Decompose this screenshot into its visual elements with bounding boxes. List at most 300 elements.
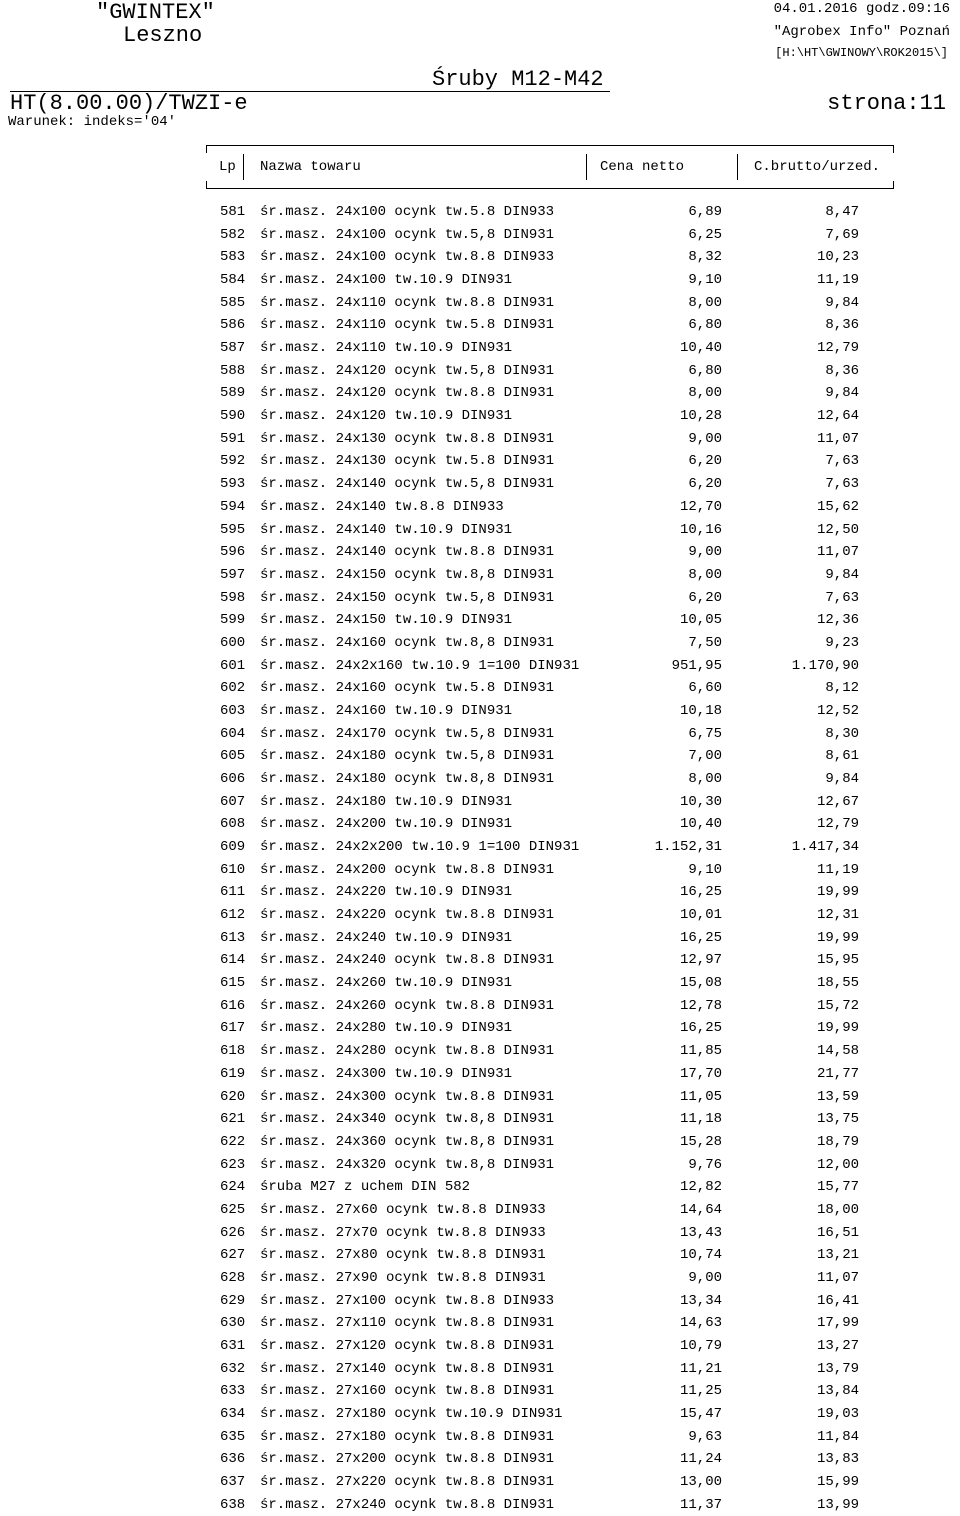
- net-price: 951,95: [671, 657, 722, 674]
- product-name: śr.masz. 24x340 ocynk tw.8,8 DIN931: [260, 1111, 555, 1128]
- row-number: 607: [220, 793, 246, 810]
- table-row: [0, 745, 960, 768]
- net-price: 8,32: [688, 249, 722, 266]
- gross-price: 10,23: [816, 249, 859, 266]
- net-price: 9,10: [688, 272, 722, 289]
- report-source: "Agrobex Info" Poznań: [773, 24, 950, 40]
- product-name: śr.masz. 24x2x200 tw.10.9 1=100 DIN931: [260, 839, 580, 856]
- product-name: śr.masz. 27x120 ocynk tw.8.8 DIN931: [260, 1338, 555, 1354]
- product-name: śr.masz. 24x150 ocynk tw.8,8 DIN931: [260, 566, 555, 583]
- product-name: śr.masz. 24x110 ocynk tw.8.8 DIN931: [260, 294, 555, 311]
- row-number: 601: [220, 657, 246, 674]
- row-number: 611: [220, 884, 246, 901]
- row-number: 609: [220, 839, 246, 856]
- table-row: [0, 1335, 960, 1358]
- row-number: 629: [220, 1292, 246, 1309]
- report-path: [H:\HT\GWINOWY\ROK2015\]: [775, 46, 948, 60]
- net-price: 9,76: [688, 1156, 722, 1173]
- net-price: 7,00: [688, 748, 722, 765]
- row-number: 596: [220, 544, 246, 561]
- gross-price: 19,03: [816, 1406, 859, 1423]
- row-number: 595: [220, 521, 246, 538]
- row-number: 597: [220, 566, 246, 583]
- row-number: 605: [220, 748, 246, 765]
- row-number: 622: [220, 1133, 246, 1150]
- product-name: śr.masz. 24x140 tw.10.9 DIN931: [260, 521, 513, 538]
- table-row: [0, 1131, 960, 1154]
- product-name: śr.masz. 24x120 ocynk tw.8.8 DIN931: [260, 385, 555, 402]
- net-price: 6,80: [688, 317, 722, 334]
- gross-price: 8,61: [825, 748, 859, 765]
- report-title: Śruby M12-M42: [432, 67, 604, 92]
- product-name: śr.masz. 24x120 tw.10.9 DIN931: [260, 408, 513, 425]
- gross-price: 12,64: [816, 408, 859, 425]
- row-number: 634: [220, 1406, 246, 1423]
- net-price: 12,78: [679, 997, 722, 1014]
- net-price: 10,01: [679, 907, 722, 924]
- gross-price: 15,72: [816, 997, 859, 1014]
- gross-price: 13,27: [816, 1338, 859, 1354]
- row-number: 628: [220, 1269, 246, 1286]
- net-price: 10,16: [679, 521, 722, 538]
- gross-price: 8,36: [825, 317, 859, 334]
- gross-price: 15,77: [816, 1179, 859, 1196]
- net-price: 8,00: [688, 771, 722, 787]
- product-name: śr.masz. 24x180 tw.10.9 DIN931: [260, 793, 513, 810]
- column-header-name: Nazwa towaru: [260, 159, 361, 175]
- gross-price: 7,69: [825, 226, 859, 243]
- product-name: śr.masz. 24x200 tw.10.9 DIN931: [260, 816, 513, 833]
- product-name: śr.masz. 24x100 ocynk tw.5.8 DIN933: [260, 204, 555, 220]
- net-price: 6,75: [688, 725, 722, 742]
- product-name: śr.masz. 24x160 ocynk tw.5.8 DIN931: [260, 680, 555, 697]
- table-row: [0, 496, 960, 519]
- product-name: śr.masz. 27x200 ocynk tw.8.8 DIN931: [260, 1451, 555, 1468]
- net-price: 11,37: [679, 1496, 722, 1513]
- gross-price: 13,84: [816, 1383, 859, 1400]
- table-row: [0, 1448, 960, 1471]
- product-name: śr.masz. 24x150 ocynk tw.5,8 DIN931: [260, 589, 555, 606]
- gross-price: 7,63: [825, 453, 859, 470]
- product-name: śr.masz. 27x220 ocynk tw.8.8 DIN931: [260, 1474, 555, 1491]
- net-price: 12,82: [679, 1179, 722, 1196]
- net-price: 11,85: [679, 1043, 722, 1060]
- table-row: [0, 246, 960, 269]
- gross-price: 17,99: [816, 1315, 859, 1332]
- product-name: śr.masz. 27x160 ocynk tw.8.8 DIN931: [260, 1383, 555, 1400]
- row-number: 588: [220, 362, 246, 379]
- table-row: [0, 1063, 960, 1086]
- gross-price: 11,19: [816, 272, 859, 289]
- filter-condition: Warunek: indeks='04': [8, 114, 177, 130]
- product-name: śr.masz. 24x100 ocynk tw.8.8 DIN933: [260, 249, 555, 266]
- net-price: 15,47: [679, 1406, 722, 1423]
- table-row: [0, 791, 960, 814]
- row-number: 606: [220, 771, 246, 787]
- table-row: [0, 1108, 960, 1131]
- row-number: 600: [220, 634, 246, 651]
- product-name: śr.masz. 24x220 tw.10.9 DIN931: [260, 884, 513, 901]
- row-number: 630: [220, 1315, 246, 1332]
- product-name: śr.masz. 27x180 ocynk tw.8.8 DIN931: [260, 1428, 555, 1445]
- product-name: śr.masz. 24x300 tw.10.9 DIN931: [260, 1065, 513, 1082]
- gross-price: 9,84: [825, 385, 859, 402]
- gross-price: 8,12: [825, 680, 859, 697]
- gross-price: 1.170,90: [791, 657, 859, 674]
- row-number: 602: [220, 680, 246, 697]
- table-row: [0, 473, 960, 496]
- product-name: śr.masz. 27x140 ocynk tw.8.8 DIN931: [260, 1360, 555, 1377]
- company-city: Leszno: [123, 23, 203, 48]
- row-number: 610: [220, 861, 246, 878]
- table-row: [0, 1244, 960, 1267]
- product-name: śr.masz. 24x300 ocynk tw.8.8 DIN931: [260, 1088, 555, 1105]
- gross-price: 11,07: [816, 430, 859, 447]
- gross-price: 7,63: [825, 589, 859, 606]
- row-number: 612: [220, 907, 246, 924]
- table-row: [0, 859, 960, 882]
- product-name: śr.masz. 24x280 tw.10.9 DIN931: [260, 1020, 513, 1037]
- gross-price: 15,62: [816, 498, 859, 515]
- product-name: śr.masz. 24x260 ocynk tw.8.8 DIN931: [260, 997, 555, 1014]
- table-row: [0, 836, 960, 859]
- gross-price: 12,52: [816, 702, 859, 719]
- gross-price: 11,84: [816, 1428, 859, 1445]
- header-corner: [893, 146, 894, 153]
- gross-price: 19,99: [816, 1020, 859, 1037]
- table-row: [0, 1176, 960, 1199]
- net-price: 15,28: [679, 1133, 722, 1150]
- row-number: 623: [220, 1156, 246, 1173]
- net-price: 9,00: [688, 1269, 722, 1286]
- table-row: [0, 564, 960, 587]
- product-name: śr.masz. 27x90 ocynk tw.8.8 DIN931: [260, 1269, 546, 1286]
- gross-price: 13,79: [816, 1360, 859, 1377]
- header-corner: [206, 146, 207, 153]
- row-number: 592: [220, 453, 246, 470]
- table-row: [0, 949, 960, 972]
- table-row: [0, 450, 960, 473]
- row-number: 593: [220, 476, 246, 493]
- product-name: śr.masz. 27x180 ocynk tw.10.9 DIN931: [260, 1406, 563, 1423]
- report-code: HT(8.00.00)/TWZI-e: [10, 91, 248, 116]
- table-row: [0, 519, 960, 542]
- table-row: [0, 541, 960, 564]
- table-row: [0, 1222, 960, 1245]
- net-price: 6,20: [688, 476, 722, 493]
- net-price: 6,80: [688, 362, 722, 379]
- row-number: 599: [220, 612, 246, 629]
- table-row: [0, 677, 960, 700]
- gross-price: 7,63: [825, 476, 859, 493]
- product-name: śr.masz. 24x100 tw.10.9 DIN931: [260, 272, 513, 289]
- net-price: 6,20: [688, 453, 722, 470]
- net-price: 11,05: [679, 1088, 722, 1105]
- net-price: 10,18: [679, 702, 722, 719]
- product-name: śr.masz. 24x160 tw.10.9 DIN931: [260, 702, 513, 719]
- table-row: [0, 428, 960, 451]
- page-number: strona:11: [827, 91, 946, 116]
- gross-price: 8,30: [825, 725, 859, 742]
- gross-price: 12,36: [816, 612, 859, 629]
- table-row: [0, 1267, 960, 1290]
- net-price: 10,28: [679, 408, 722, 425]
- table-row: [0, 655, 960, 678]
- gross-price: 15,95: [816, 952, 859, 969]
- row-number: 614: [220, 952, 246, 969]
- product-name: śr.masz. 24x2x160 tw.10.9 1=100 DIN931: [260, 657, 580, 674]
- product-name: śr.masz. 24x130 ocynk tw.5.8 DIN931: [260, 453, 555, 470]
- table-row: [0, 1403, 960, 1426]
- net-price: 10,74: [679, 1247, 722, 1264]
- report-datetime: 04.01.2016 godz.09:16: [773, 1, 950, 17]
- table-header: [206, 145, 894, 189]
- column-separator: [243, 154, 244, 180]
- net-price: 9,00: [688, 430, 722, 447]
- row-number: 608: [220, 816, 246, 833]
- header-corner: [893, 181, 894, 188]
- table-row: [0, 1290, 960, 1313]
- net-price: 16,25: [679, 1020, 722, 1037]
- net-price: 6,89: [688, 204, 722, 220]
- row-number: 587: [220, 340, 246, 357]
- table-row: [0, 881, 960, 904]
- net-price: 10,79: [679, 1338, 722, 1354]
- row-number: 585: [220, 294, 246, 311]
- net-price: 10,40: [679, 340, 722, 357]
- row-number: 633: [220, 1383, 246, 1400]
- table-row: [0, 1380, 960, 1403]
- net-price: 11,18: [679, 1111, 722, 1128]
- product-name: śr.masz. 24x320 ocynk tw.8,8 DIN931: [260, 1156, 555, 1173]
- net-price: 1.152,31: [654, 839, 722, 856]
- net-price: 10,05: [679, 612, 722, 629]
- product-name: śr.masz. 24x100 ocynk tw.5,8 DIN931: [260, 226, 555, 243]
- table-row: [0, 813, 960, 836]
- net-price: 13,34: [679, 1292, 722, 1309]
- net-price: 14,63: [679, 1315, 722, 1332]
- row-number: 615: [220, 975, 246, 992]
- row-number: 625: [220, 1201, 246, 1218]
- table-row: [0, 1426, 960, 1449]
- net-price: 12,97: [679, 952, 722, 969]
- table-row: [0, 995, 960, 1018]
- product-name: śr.masz. 24x220 ocynk tw.8.8 DIN931: [260, 907, 555, 924]
- product-name: śruba M27 z uchem DIN 582: [260, 1179, 471, 1196]
- row-number: 586: [220, 317, 246, 334]
- net-price: 13,00: [679, 1474, 722, 1491]
- gross-price: 9,84: [825, 771, 859, 787]
- table-row: [0, 768, 960, 791]
- product-name: śr.masz. 27x60 ocynk tw.8.8 DIN933: [260, 1201, 546, 1218]
- net-price: 13,43: [679, 1224, 722, 1241]
- gross-price: 8,36: [825, 362, 859, 379]
- row-number: 589: [220, 385, 246, 402]
- product-name: śr.masz. 24x170 ocynk tw.5,8 DIN931: [260, 725, 555, 742]
- table-row: [0, 1471, 960, 1494]
- table-row: [0, 927, 960, 950]
- column-header-lp: Lp: [219, 159, 236, 175]
- gross-price: 13,59: [816, 1088, 859, 1105]
- net-price: 12,70: [679, 498, 722, 515]
- gross-price: 1.417,34: [791, 839, 859, 856]
- row-number: 621: [220, 1111, 246, 1128]
- net-price: 7,50: [688, 634, 722, 651]
- table-row: [0, 1017, 960, 1040]
- column-separator: [737, 154, 738, 180]
- row-number: 632: [220, 1360, 246, 1377]
- gross-price: 8,47: [825, 204, 859, 220]
- column-separator: [586, 154, 587, 180]
- gross-price: 16,41: [816, 1292, 859, 1309]
- product-name: śr.masz. 24x110 tw.10.9 DIN931: [260, 340, 513, 357]
- gross-price: 18,55: [816, 975, 859, 992]
- row-number: 617: [220, 1020, 246, 1037]
- gross-price: 12,00: [816, 1156, 859, 1173]
- column-header-gross-price: C.brutto/urzed.: [754, 159, 881, 175]
- product-name: śr.masz. 24x130 ocynk tw.8.8 DIN931: [260, 430, 555, 447]
- row-number: 618: [220, 1043, 246, 1060]
- net-price: 6,60: [688, 680, 722, 697]
- gross-price: 11,19: [816, 861, 859, 878]
- net-price: 9,63: [688, 1428, 722, 1445]
- table-row: [0, 609, 960, 632]
- net-price: 8,00: [688, 566, 722, 583]
- table-row: [0, 1086, 960, 1109]
- gross-price: 19,99: [816, 929, 859, 946]
- table-row: [0, 337, 960, 360]
- product-name: śr.masz. 27x80 ocynk tw.8.8 DIN931: [260, 1247, 546, 1264]
- gross-price: 9,84: [825, 294, 859, 311]
- gross-price: 15,99: [816, 1474, 859, 1491]
- product-name: śr.masz. 24x240 tw.10.9 DIN931: [260, 929, 513, 946]
- product-name: śr.masz. 24x180 ocynk tw.8,8 DIN931: [260, 771, 555, 787]
- table-row: [0, 314, 960, 337]
- net-price: 14,64: [679, 1201, 722, 1218]
- row-number: 627: [220, 1247, 246, 1264]
- gross-price: 12,79: [816, 340, 859, 357]
- row-number: 584: [220, 272, 246, 289]
- product-name: śr.masz. 24x140 ocynk tw.8.8 DIN931: [260, 544, 555, 561]
- row-number: 619: [220, 1065, 246, 1082]
- gross-price: 11,07: [816, 544, 859, 561]
- row-number: 626: [220, 1224, 246, 1241]
- row-number: 636: [220, 1451, 246, 1468]
- gross-price: 9,84: [825, 566, 859, 583]
- row-number: 591: [220, 430, 246, 447]
- net-price: 8,00: [688, 294, 722, 311]
- gross-price: 12,50: [816, 521, 859, 538]
- gross-price: 11,07: [816, 1269, 859, 1286]
- net-price: 6,20: [688, 589, 722, 606]
- table-row: [0, 1312, 960, 1335]
- gross-price: 18,79: [816, 1133, 859, 1150]
- product-name: śr.masz. 24x280 ocynk tw.8.8 DIN931: [260, 1043, 555, 1060]
- net-price: 10,30: [679, 793, 722, 810]
- net-price: 9,10: [688, 861, 722, 878]
- product-name: śr.masz. 24x260 tw.10.9 DIN931: [260, 975, 513, 992]
- product-name: śr.masz. 27x70 ocynk tw.8.8 DIN933: [260, 1224, 546, 1241]
- row-number: 581: [220, 204, 246, 220]
- table-row: [0, 587, 960, 610]
- row-number: 638: [220, 1496, 246, 1513]
- gross-price: 12,79: [816, 816, 859, 833]
- row-number: 582: [220, 226, 246, 243]
- gross-price: 19,99: [816, 884, 859, 901]
- product-name: śr.masz. 27x110 ocynk tw.8.8 DIN931: [260, 1315, 555, 1332]
- table-row: [0, 632, 960, 655]
- table-row: [0, 360, 960, 383]
- gross-price: 13,75: [816, 1111, 859, 1128]
- table-row: [0, 972, 960, 995]
- table-row: [0, 1199, 960, 1222]
- product-name: śr.masz. 24x200 ocynk tw.8.8 DIN931: [260, 861, 555, 878]
- product-name: śr.masz. 24x140 tw.8.8 DIN933: [260, 498, 504, 515]
- product-name: śr.masz. 24x360 ocynk tw.8,8 DIN931: [260, 1133, 555, 1150]
- row-number: 594: [220, 498, 246, 515]
- table-row: [0, 201, 960, 224]
- product-name: śr.masz. 24x240 ocynk tw.8.8 DIN931: [260, 952, 555, 969]
- row-number: 637: [220, 1474, 246, 1491]
- product-name: śr.masz. 27x240 ocynk tw.8.8 DIN931: [260, 1496, 555, 1513]
- row-number: 613: [220, 929, 246, 946]
- net-price: 17,70: [679, 1065, 722, 1082]
- net-price: 15,08: [679, 975, 722, 992]
- table-row: [0, 1154, 960, 1177]
- table-row: [0, 904, 960, 927]
- header-corner: [206, 181, 207, 188]
- table-row: [0, 224, 960, 247]
- gross-price: 12,67: [816, 793, 859, 810]
- table-row: [0, 292, 960, 315]
- gross-price: 12,31: [816, 907, 859, 924]
- gross-price: 16,51: [816, 1224, 859, 1241]
- product-name: śr.masz. 24x160 ocynk tw.8,8 DIN931: [260, 634, 555, 651]
- product-name: śr.masz. 24x180 ocynk tw.5,8 DIN931: [260, 748, 555, 765]
- net-price: 10,40: [679, 816, 722, 833]
- company-name: "GWINTEX": [96, 0, 215, 25]
- row-number: 598: [220, 589, 246, 606]
- table-row: [0, 700, 960, 723]
- table-row: [0, 723, 960, 746]
- net-price: 11,21: [679, 1360, 722, 1377]
- product-name: śr.masz. 24x140 ocynk tw.5,8 DIN931: [260, 476, 555, 493]
- table-row: [0, 382, 960, 405]
- gross-price: 18,00: [816, 1201, 859, 1218]
- product-name: śr.masz. 24x120 ocynk tw.5,8 DIN931: [260, 362, 555, 379]
- gross-price: 13,83: [816, 1451, 859, 1468]
- table-row: [0, 1358, 960, 1381]
- row-number: 583: [220, 249, 246, 266]
- net-price: 6,25: [688, 226, 722, 243]
- row-number: 590: [220, 408, 246, 425]
- row-number: 631: [220, 1338, 246, 1354]
- net-price: 16,25: [679, 884, 722, 901]
- gross-price: 13,99: [816, 1496, 859, 1513]
- column-header-net-price: Cena netto: [600, 159, 685, 175]
- gross-price: 14,58: [816, 1043, 859, 1060]
- table-row: [0, 1040, 960, 1063]
- product-name: śr.masz. 24x150 tw.10.9 DIN931: [260, 612, 513, 629]
- table-row: [0, 405, 960, 428]
- gross-price: 9,23: [825, 634, 859, 651]
- net-price: 11,24: [679, 1451, 722, 1468]
- row-number: 604: [220, 725, 246, 742]
- row-number: 603: [220, 702, 246, 719]
- net-price: 8,00: [688, 385, 722, 402]
- gross-price: 13,21: [816, 1247, 859, 1264]
- table-row: [0, 269, 960, 292]
